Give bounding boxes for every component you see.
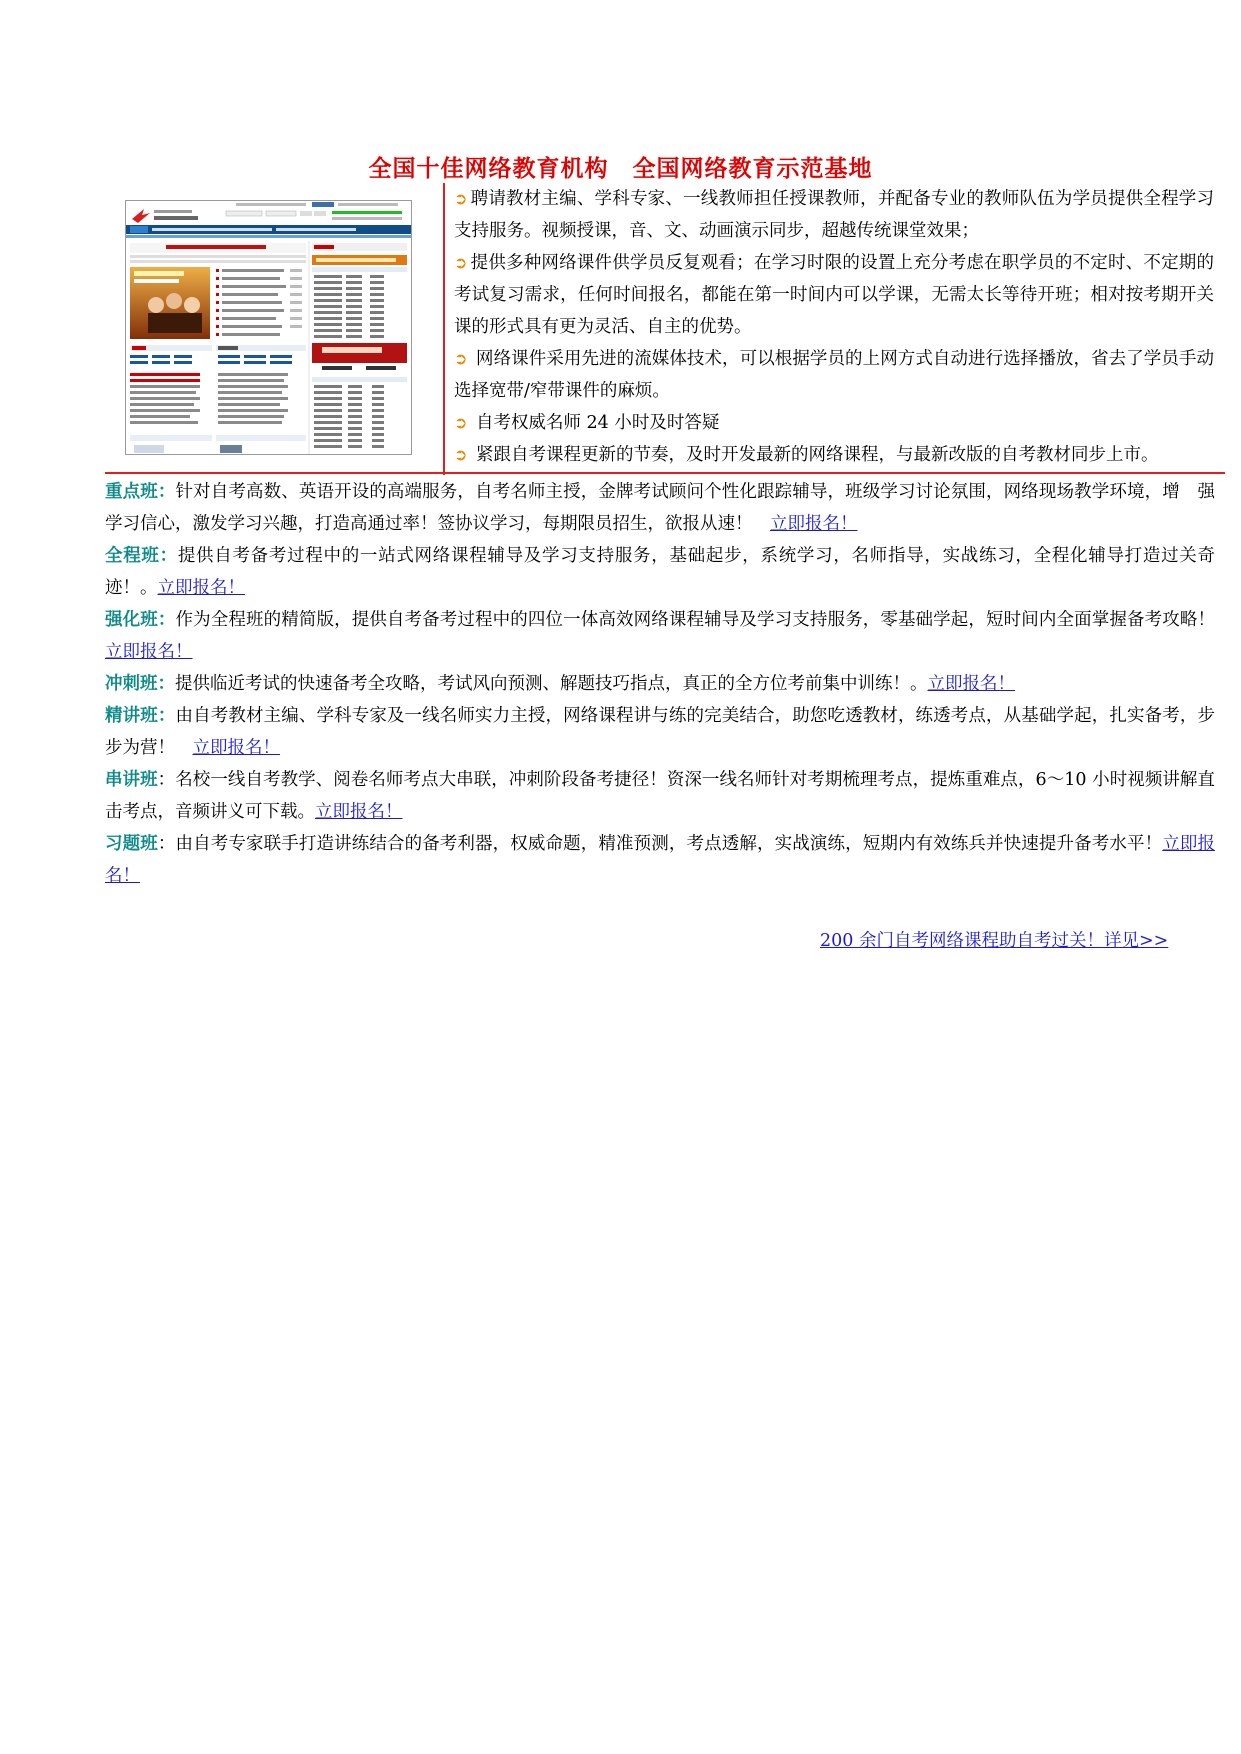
arrow-right-circle-icon: ➲ bbox=[454, 189, 468, 208]
register-link[interactable]: 立即报名！ bbox=[315, 802, 403, 822]
feature-text: 网络课件采用先进的流媒体技术，可以根据学员的上网方式自动进行选择播放，省去了学员手动选择宽带/窄带课件的麻烦。 bbox=[454, 349, 1214, 401]
feature-item bbox=[454, 343, 1214, 407]
course-desc: ：名校一线自考教学、阅卷名师考点大串联，冲刺阶段备考捷径！资深一线名师针对考期梳理考点，提炼重难点，6～10 小时视频讲解直击考点，音频讲义可下载。 bbox=[105, 770, 1215, 822]
course-name: 串讲班 bbox=[105, 770, 158, 790]
register-link[interactable]: 立即报名！ bbox=[770, 514, 858, 534]
course-name: 习题班 bbox=[105, 834, 158, 854]
course-list bbox=[105, 476, 1233, 892]
register-link[interactable]: 立即报名！ bbox=[105, 642, 193, 662]
course-desc: 提供临近考试的快速备考全攻略，考试风向预测、解题技巧指点，真正的全方位考前集中训练！。 bbox=[175, 674, 928, 694]
course-item-qianghua bbox=[105, 604, 1233, 668]
course-item-quancheng bbox=[105, 540, 1215, 604]
course-item-chuanjiang bbox=[105, 764, 1215, 828]
feature-text: 提供多种网络课件供学员反复观看；在学习时限的设置上充分考虑在职学员的不定时、不定期的考试复习需求，任何时间报名，都能在第一时间内可以学课，无需太长等待开班；相对按考期开关课的形式具有更为灵活、自主的优势。 bbox=[454, 253, 1214, 337]
feature-item bbox=[454, 247, 1214, 343]
website-screenshot-image bbox=[125, 200, 412, 455]
feature-item bbox=[454, 183, 1214, 247]
course-name: 重点班： bbox=[105, 482, 176, 502]
register-link[interactable]: 立即报名！ bbox=[157, 578, 245, 598]
arrow-right-circle-icon: ➲ bbox=[454, 413, 468, 432]
arrow-right-circle-icon: ➲ bbox=[454, 349, 468, 368]
more-courses-link[interactable]: 200 余门自考网络课程助自考过关！详见>> bbox=[820, 931, 1169, 951]
course-name: 冲刺班： bbox=[105, 674, 175, 694]
feature-list bbox=[454, 183, 1214, 471]
course-desc: 针对自考高数、英语开设的高端服务，自考名师主授，金牌考试顾问个性化跟踪辅导，班级学习讨论氛围，网络现场教学环境，增 强学习信心，激发学习兴趣，打造高通过率！签协议学习，每期限员招生，欲报从速！ bbox=[105, 482, 1215, 534]
feature-text: 聘请教材主编、学科专家、一线教师担任授课教师，并配备专业的教师队伍为学员提供全程学习支持服务。视频授课，音、文、动画演示同步，超越传统课堂效果； bbox=[454, 189, 1214, 241]
course-name: 精讲班： bbox=[105, 706, 176, 726]
feature-item bbox=[454, 407, 1214, 439]
feature-item bbox=[454, 439, 1214, 471]
course-item-chongci bbox=[105, 668, 1215, 700]
course-item-jingjiang bbox=[105, 700, 1215, 764]
course-item-zhongdian bbox=[105, 476, 1215, 540]
horizontal-divider bbox=[105, 472, 1225, 474]
arrow-right-circle-icon: ➲ bbox=[454, 253, 468, 272]
feature-text: 自考权威名师 24 小时及时答疑 bbox=[470, 413, 720, 433]
course-desc: 由自考教材主编、学科专家及一线名师实力主授，网络课程讲与练的完美结合，助您吃透教材，练透考点，从基础学起，扎实备考，步步为营！ bbox=[105, 706, 1215, 758]
course-item-xiti bbox=[105, 828, 1215, 892]
register-link[interactable]: 立即报名！ bbox=[927, 674, 1015, 694]
page-title: 全国十佳网络教育机构 全国网络教育示范基地 bbox=[368, 155, 873, 182]
course-name: 全程班： bbox=[105, 546, 178, 566]
vertical-divider bbox=[443, 183, 445, 475]
arrow-right-circle-icon: ➲ bbox=[454, 445, 468, 464]
course-desc: ：由自考专家联手打造讲练结合的备考利器，权威命题，精准预测，考点透解，实战演练，短期内有效练兵并快速提升备考水平！ bbox=[157, 834, 1163, 854]
register-link[interactable]: 立即报名！ bbox=[192, 738, 280, 758]
course-desc: 作为全程班的精简版，提供自考备考过程中的四位一体高效网络课程辅导及学习支持服务，零基础学起，短时间内全面掌握备考攻略！ bbox=[175, 610, 1233, 630]
register-link[interactable]: 立即报名！ bbox=[105, 834, 1216, 886]
course-name: 强化班： bbox=[105, 610, 176, 630]
feature-text: 紧跟自考课程更新的节奏，及时开发最新的网络课程，与最新改版的自考教材同步上市。 bbox=[470, 445, 1159, 465]
course-desc: 提供自考备考过程中的一站式网络课程辅导及学习支持服务，基础起步，系统学习，名师指导，实战练习，全程化辅导打造过关奇迹！。 bbox=[105, 546, 1216, 598]
